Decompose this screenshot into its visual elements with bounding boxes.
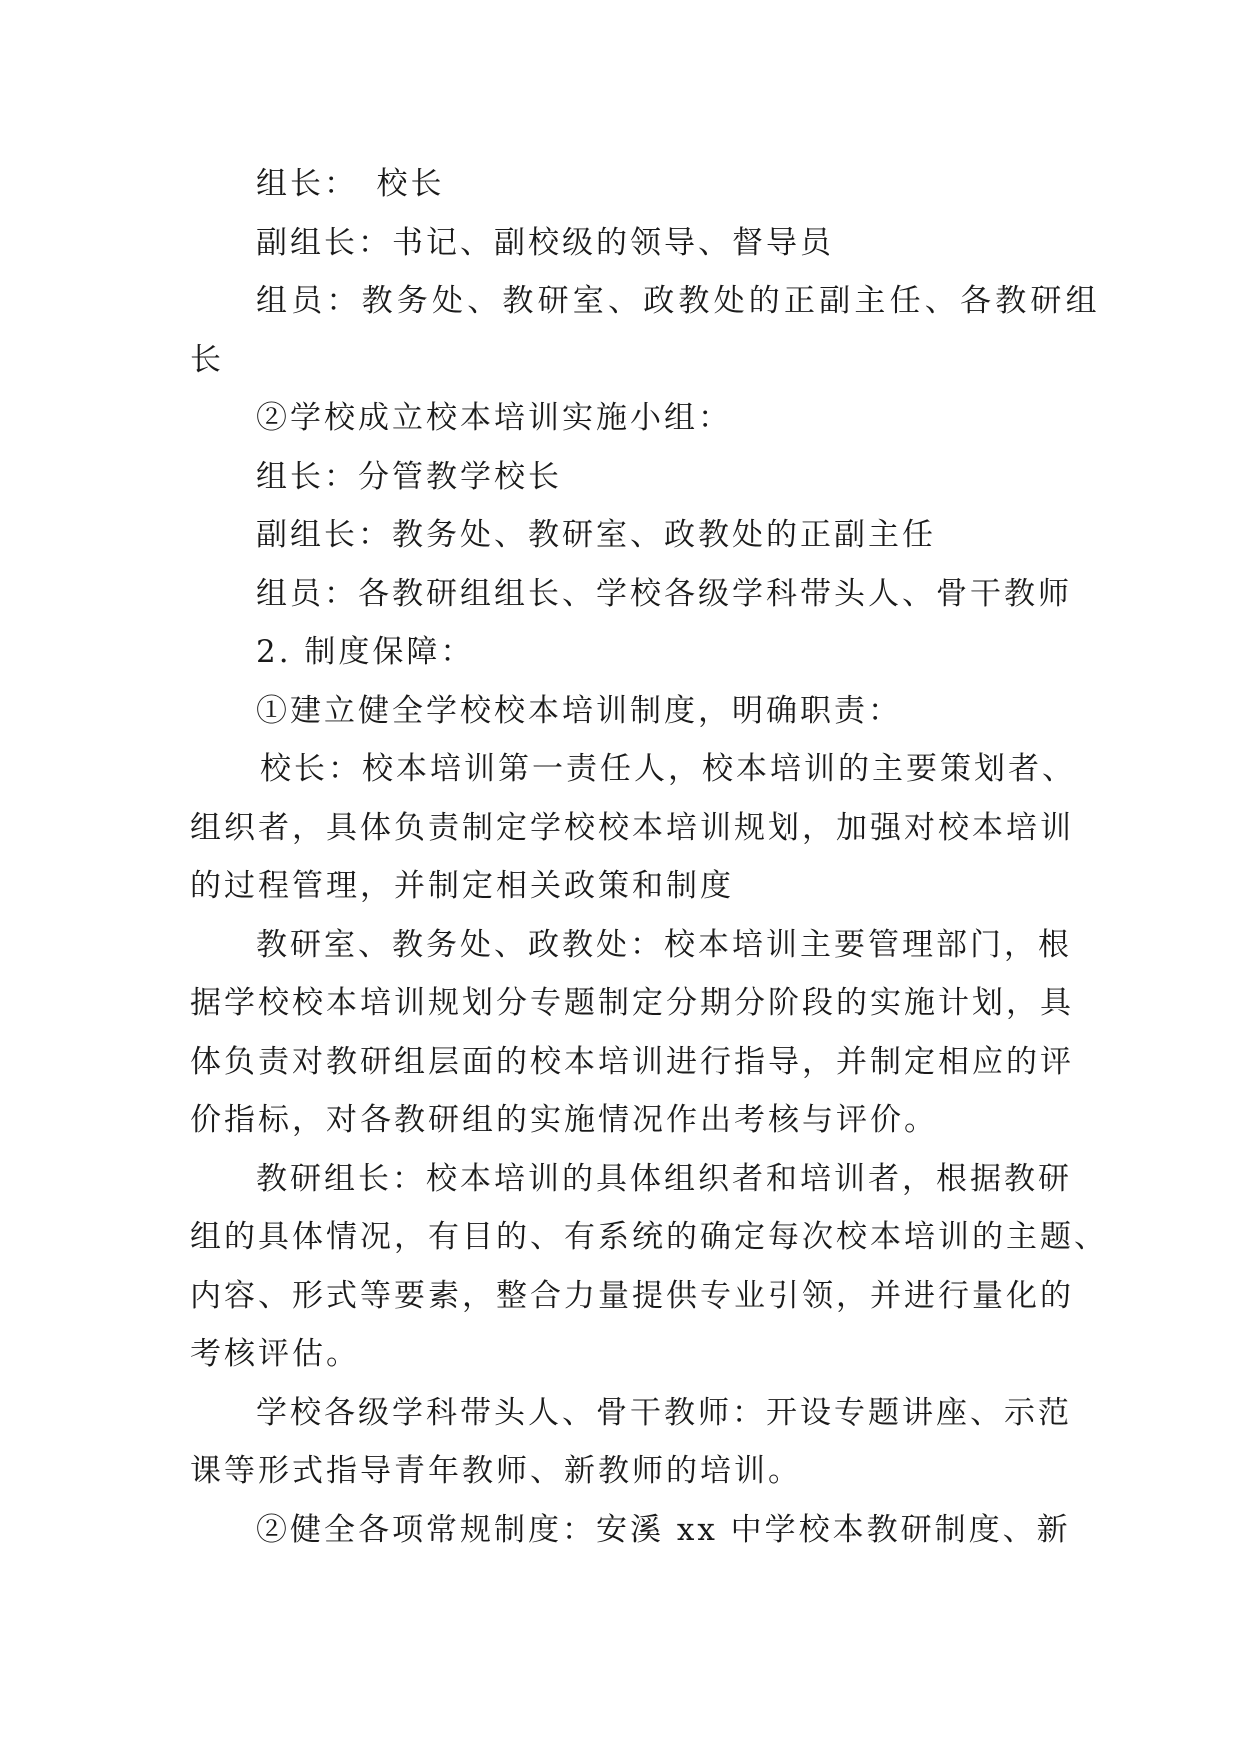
text-line: 副组长：书记、副校级的领导、督导员 — [256, 224, 834, 261]
text-line: 组员：各教研组组长、学校各级学科带头人、骨干教师 — [256, 575, 1072, 612]
text-line: 的过程管理，并制定相关政策和制度 — [190, 868, 734, 904]
text-line: 2. 制度保障： — [256, 634, 475, 670]
text-line: 校长：校本培训第一责任人，校本培训的主要策划者、 — [260, 751, 1076, 787]
text-line: 据学校校本培训规划分专题制定分期分阶段的实施计划，具 — [190, 985, 1074, 1021]
text-line: 体负责对教研组层面的校本培训进行指导，并制定相应的评 — [190, 1043, 1074, 1080]
text-line: 价指标，对各教研组的实施情况作出考核与评价。 — [190, 1102, 938, 1138]
text-line: 教研室、教务处、政教处：校本培训主要管理部门，根 — [256, 926, 1072, 963]
text-line: 副组长：教务处、教研室、政教处的正副主任 — [256, 517, 936, 553]
text-line: ②健全各项常规制度：安溪 xx 中学校本教研制度、新 — [256, 1511, 1071, 1548]
text-line: 组织者，具体负责制定学校校本培训规划，加强对校本培训 — [190, 809, 1074, 846]
text-line: ①建立健全学校校本培训制度，明确职责： — [256, 692, 902, 729]
text-line: 组员：教务处、教研室、政教处的正副主任、各教研组 — [256, 283, 1101, 319]
text-line: 考核评估。 — [190, 1336, 360, 1372]
document-body — [190, 155, 1108, 1559]
text-line: 内容、形式等要素，整合力量提供专业引领，并进行量化的 — [190, 1277, 1074, 1314]
text-line: 课等形式指导青年教师、新教师的培训。 — [190, 1453, 802, 1489]
text-line: 教研组长：校本培训的具体组织者和培训者，根据教研 — [256, 1160, 1072, 1197]
text-line: 组长：分管教学校长 — [256, 458, 562, 495]
text-line: 组的具体情况，有目的、有系统的确定每次校本培训的主题、 — [190, 1219, 1108, 1255]
text-line: 学校各级学科带头人、骨干教师：开设专题讲座、示范 — [256, 1394, 1072, 1431]
text-line: ②学校成立校本培训实施小组： — [256, 400, 732, 436]
text-line: 长 — [190, 341, 224, 378]
text-line: 组长： 校长 — [256, 166, 445, 202]
